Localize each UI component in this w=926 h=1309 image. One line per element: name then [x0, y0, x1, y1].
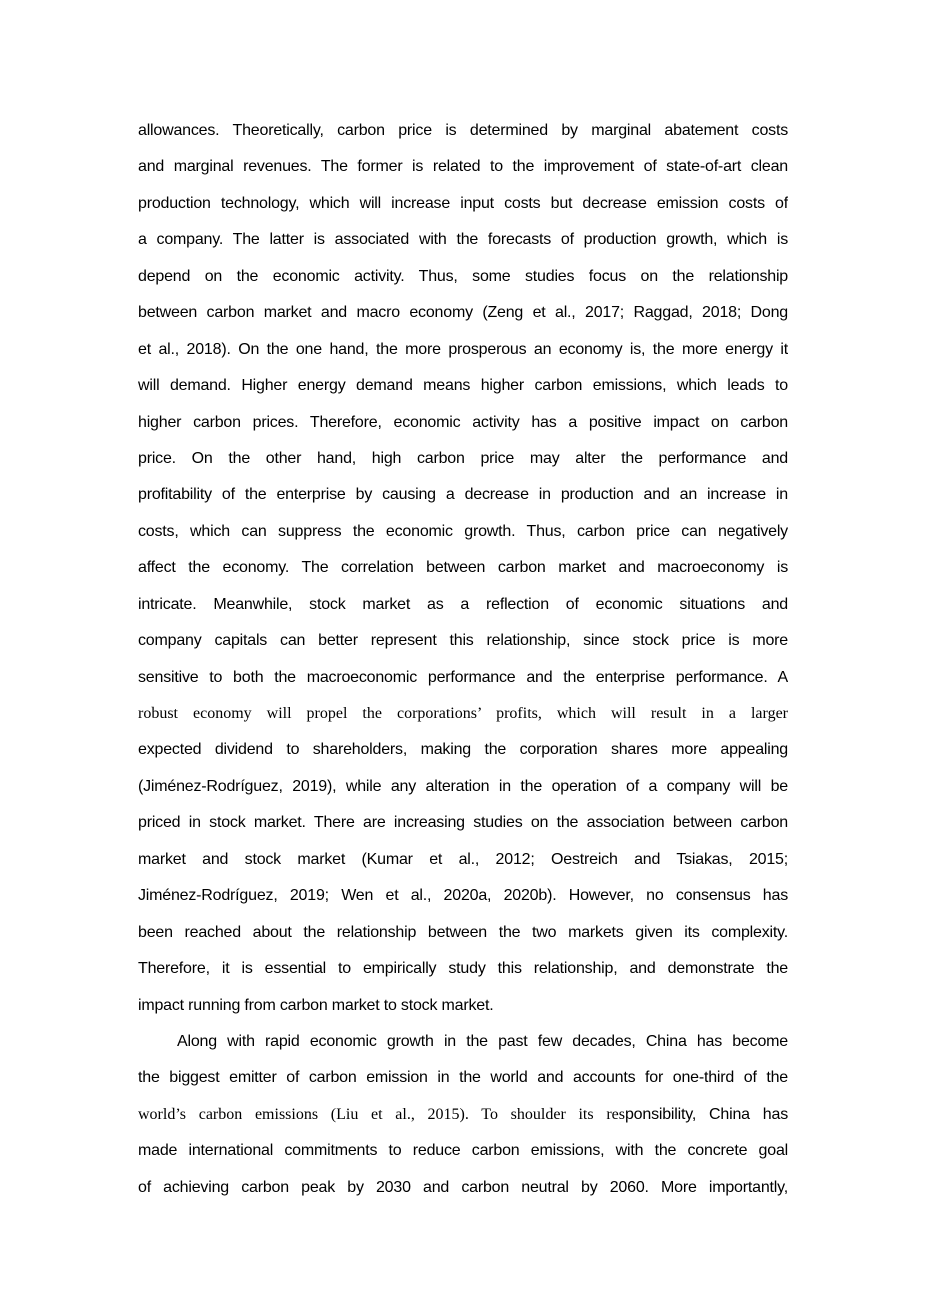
text-segment: affect the economy. The correlation between carbon market and macroeconomy is [138, 559, 788, 577]
text-line [138, 660, 788, 696]
text-line [138, 915, 788, 951]
text-segment: costs, which can suppress the economic growth. Thus, carbon price can negatively [138, 522, 788, 540]
text-segment: Along with rapid economic growth in the past few decades, China has become [177, 1032, 788, 1050]
text-line [138, 842, 788, 878]
text-block [138, 113, 788, 1206]
text-segment: sensitive to both the macroeconomic performance and the enterprise performance. A [138, 668, 788, 686]
text-segment: world’s carbon emissions (Liu et al., 2015). To shoulder its res [138, 1105, 625, 1123]
text-segment: profitability of the enterprise by causing a decrease in production and an increase in [138, 486, 788, 504]
text-line [138, 441, 788, 477]
text-segment: robust economy will propel the corporations’ profits, which will result in a larger [138, 705, 788, 722]
text-line [138, 696, 788, 732]
text-line [138, 405, 788, 441]
text-line [138, 1097, 788, 1133]
text-segment: Jiménez-Rodríguez, 2019; Wen et al., 2020a, 2020b). However, no consensus has [138, 887, 788, 905]
text-segment: ponsibility, China has [624, 1105, 788, 1123]
text-line [138, 1060, 788, 1096]
text-line [138, 514, 788, 550]
paragraph [138, 1024, 788, 1206]
text-segment: higher carbon prices. Therefore, economic activity has a positive impact on carbon [138, 413, 788, 431]
text-segment: intricate. Meanwhile, stock market as a reflection of economic situations and [138, 595, 788, 613]
text-line [138, 222, 788, 258]
text-line [138, 113, 788, 149]
text-line [138, 186, 788, 222]
text-line [138, 332, 788, 368]
text-segment: priced in stock market. There are increasing studies on the association between carbon [138, 814, 788, 832]
text-line [138, 769, 788, 805]
text-line [138, 1133, 788, 1169]
text-line [138, 732, 788, 768]
text-segment: allowances. Theoretically, carbon price is determined by marginal abatement costs [138, 122, 788, 139]
text-segment: depend on the economic activity. Thus, some studies focus on the relationship [138, 267, 788, 285]
text-segment: made international commitments to reduce carbon emissions, with the concrete goal [138, 1142, 788, 1160]
text-line [138, 988, 788, 1024]
text-line [138, 295, 788, 331]
text-segment: impact running from carbon market to stock market. [138, 996, 494, 1014]
text-segment: between carbon market and macro economy (Zeng et al., 2017; Raggad, 2018; Dong [138, 304, 788, 322]
text-segment: price. On the other hand, high carbon price may alter the performance and [138, 449, 788, 467]
text-segment: (Jiménez-Rodríguez, 2019), while any alteration in the operation of a company will be [138, 777, 788, 795]
text-line [138, 951, 788, 987]
text-line [138, 368, 788, 404]
text-segment: production technology, which will increase input costs but decrease emission costs of [138, 194, 788, 212]
text-line [138, 477, 788, 513]
text-line [138, 1024, 788, 1060]
text-segment: the biggest emitter of carbon emission in the world and accounts for one-third of the [138, 1069, 788, 1087]
text-line [138, 878, 788, 914]
text-segment: company capitals can better represent this relationship, since stock price is more [138, 632, 788, 650]
text-line [138, 149, 788, 185]
text-line [138, 805, 788, 841]
text-line [138, 587, 788, 623]
text-segment: will demand. Higher energy demand means higher carbon emissions, which leads to [138, 377, 788, 395]
text-line [138, 623, 788, 659]
text-line [138, 550, 788, 586]
text-segment: and marginal revenues. The former is related to the improvement of state-of-art clean [138, 158, 788, 176]
text-segment: et al., 2018). On the one hand, the more prosperous an economy is, the more energy it [138, 340, 788, 358]
text-segment: Therefore, it is essential to empirically study this relationship, and demonstrate the [138, 960, 788, 978]
text-segment: been reached about the relationship between the two markets given its complexity. [138, 923, 788, 941]
text-segment: market and stock market (Kumar et al., 2012; Oestreich and Tsiakas, 2015; [138, 850, 788, 868]
text-line [138, 1170, 788, 1206]
text-segment: expected dividend to shareholders, making the corporation shares more appealing [138, 741, 788, 759]
text-segment: of achieving carbon peak by 2030 and carbon neutral by 2060. More importantly, [138, 1178, 788, 1196]
text-segment: a company. The latter is associated with the forecasts of production growth, which is [138, 231, 788, 249]
text-line [138, 259, 788, 295]
paragraph [138, 113, 788, 1024]
